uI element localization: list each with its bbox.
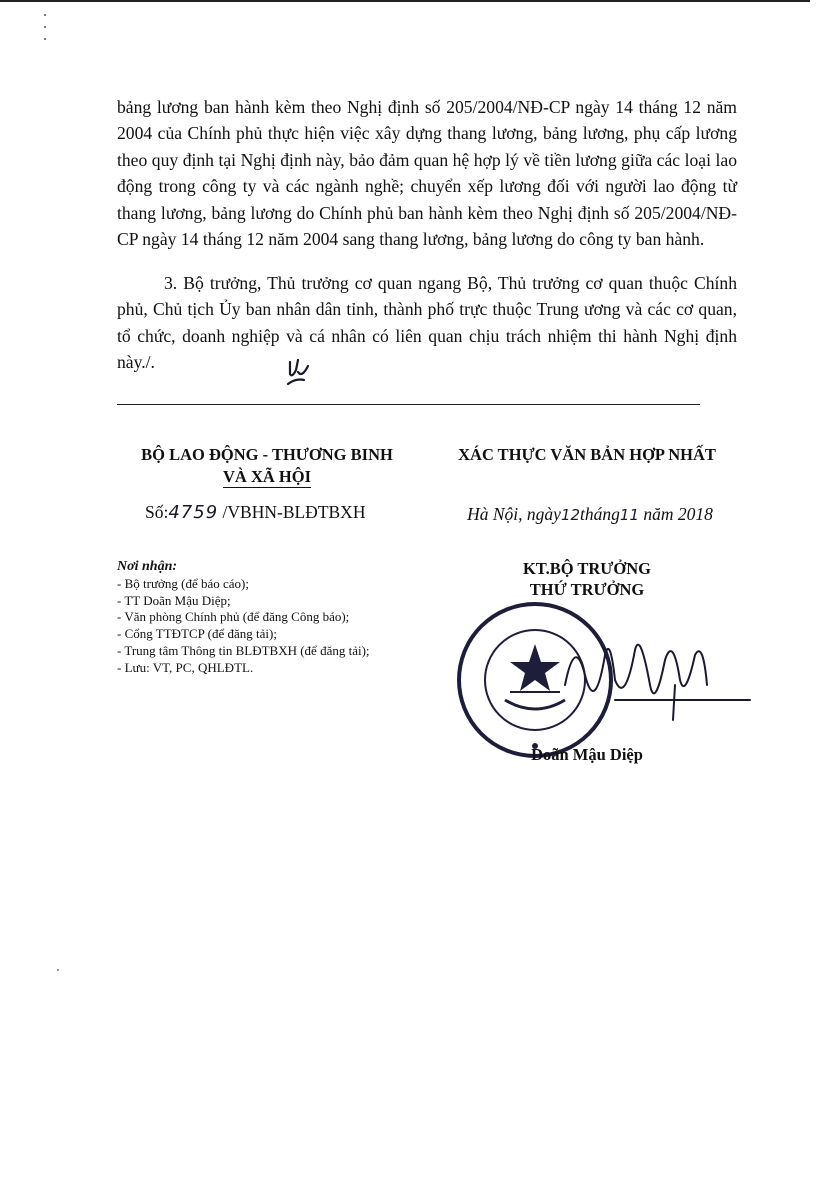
- date-part-3: năm 2018: [643, 504, 713, 524]
- date-day-handwritten: 12: [560, 506, 581, 524]
- recipient-item: - TT Doãn Mậu Diệp;: [117, 592, 231, 608]
- document-number-prefix: Số:: [145, 502, 169, 522]
- handwritten-signature-icon: [555, 625, 755, 725]
- top-border-line: [0, 0, 810, 2]
- recipients-block: [117, 559, 370, 677]
- stray-mark: [57, 969, 59, 971]
- certification-title: XÁC THỰC VĂN BẢN HỢP NHẤT: [458, 445, 716, 464]
- recipient-item: - Cổng TTĐTCP (để đăng tải);: [117, 626, 277, 642]
- body-paragraph-1: bảng lương ban hành kèm theo Nghị định số 205/2004/NĐ-CP ngày 14 tháng 12 năm 2004 của Chính phủ thực hiện việc xây dựng thang lương, bảng lương, phụ cấp lương theo quy định tại Nghị định này, bảo đảm quan hệ hợp lý về tiền lương giữa các loại lao động trong công ty và các ngành nghề; chuyển xếp lương đối với người lao động từ thang lương, bảng lương do Chính phủ ban hành kèm theo Nghị định số 205/2004/NĐ-CP ngày 14 tháng 12 năm 2004 sang thang lương, bảng lương do công ty ban hành.: [117, 97, 737, 250]
- recipient-item: - Trung tâm Thông tin BLĐTBXH (để đăng tải);: [117, 642, 370, 658]
- margin-dots: [44, 14, 47, 50]
- separator-line: [117, 404, 700, 405]
- recipient-item: - Bộ trưởng (để báo cáo);: [117, 575, 249, 591]
- date-part-1: Hà Nội, ngày: [467, 504, 561, 524]
- document-number-handwritten: 4759: [168, 502, 219, 523]
- handwritten-initials-icon: [284, 356, 314, 388]
- date-month-handwritten: 11: [619, 506, 639, 524]
- signature-title-2: THỨ TRƯỞNG: [529, 580, 645, 599]
- issuer-line-1: BỘ LAO ĐỘNG - THƯƠNG BINH: [141, 445, 393, 464]
- recipient-item: - Lưu: VT, PC, QHLĐTL.: [117, 659, 254, 675]
- signature-titles: [437, 558, 737, 600]
- recipients-list: [117, 576, 370, 677]
- date-part-2: tháng: [580, 504, 620, 524]
- recipients-title: Nơi nhận:: [117, 559, 178, 574]
- issuer-line-2: VÀ XÃ HỘI: [222, 467, 311, 486]
- recipient-item: - Văn phòng Chính phủ (để đăng Công báo);: [117, 609, 350, 625]
- place-date: [440, 504, 740, 525]
- signer-name: Doãn Mậu Diệp: [531, 745, 643, 764]
- body-paragraph-2: 3. Bộ trưởng, Thủ trưởng cơ quan ngang Bộ, Thủ trưởng cơ quan thuộc Chính phủ, Chủ tịch Ủy ban nhân dân tỉnh, thành phố trực thuộc Trung ương và các cơ quan, tổ chức, doanh nghiệp và cá nhân có liên quan chịu trách nhiệm thi hành Nghị định này./.: [117, 273, 737, 373]
- signature-title-1: KT.BỘ TRƯỞNG: [522, 559, 652, 578]
- issuer-heading: [117, 444, 417, 488]
- document-number-suffix: /VBHN-BLĐTBXH: [218, 502, 366, 522]
- document-number: [145, 502, 365, 523]
